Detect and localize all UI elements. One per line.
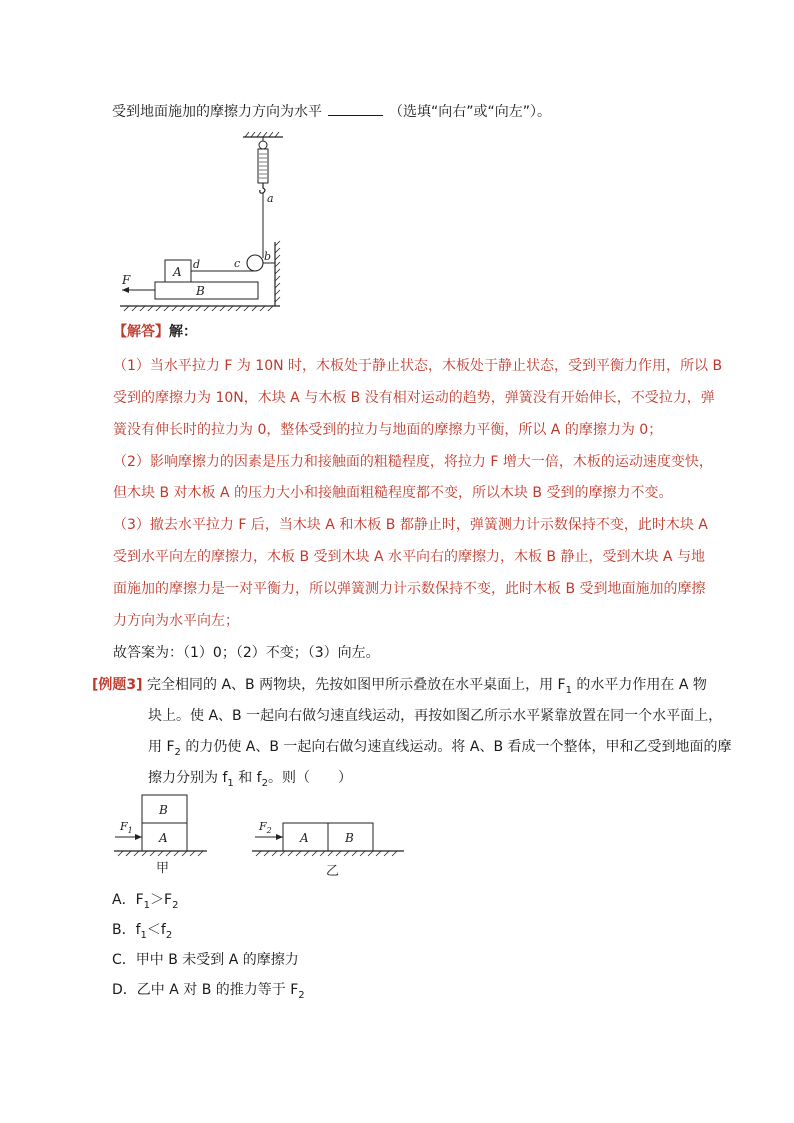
jia-block-A-label: A (159, 831, 168, 845)
ceiling-hatch (245, 132, 279, 137)
option-B[interactable]: B．$f_1<f_2$ (112, 922, 173, 941)
ground-hatch (124, 306, 273, 311)
answer-line: （2）影响摩擦力的因素是压力和接触面的粗糙程度，将拉力 F 增大一倍，木板的运动速度变快， (113, 454, 713, 470)
answer-line: （3）撤去水平拉力 F 后，当木块 A 和木板 B 都静止时，弹簧测力计示数保持不变，此时木块 A (113, 517, 708, 533)
yi-force-label: $F_2$ (259, 820, 272, 835)
figure-yi (250, 815, 410, 880)
example3-tag: [例题3] (92, 677, 143, 693)
example3-line2: 块上。使 A、B 一起向右做匀速直线运动，再按如图乙所示水平紧靠放置在同一个水平面上， (148, 708, 723, 724)
final-answer: 故答案为：（1）0；（2）不变；（3）向左。 (113, 645, 380, 661)
answer-heading-suffix: 解： (169, 324, 197, 340)
jia-caption: 甲 (156, 861, 170, 876)
jia-block-B-label: B (159, 803, 168, 817)
answer-heading-tag: 【解答】 (113, 324, 169, 340)
board-B-label: B (196, 284, 205, 298)
answer-line: 力方向为水平向左； (113, 613, 239, 629)
yi-caption: 乙 (326, 864, 340, 879)
label-b: b (264, 250, 272, 263)
example3-line4: 擦力分别为 $f_1$ 和 $f_2$。则（ ） (148, 770, 352, 789)
scale-hook (260, 183, 265, 193)
force-F-label: F (122, 273, 131, 287)
board-B (155, 282, 258, 299)
option-A[interactable]: A．$F_1>F_2$ (112, 892, 179, 911)
block-A-label: A (173, 265, 182, 279)
wall-hatch (275, 241, 280, 302)
pulley (247, 255, 263, 271)
answer-line: 受到水平向左的摩擦力，木板 B 受到木块 A 水平向右的摩擦力，木板 B 静止，受到木块 A 与地 (113, 549, 705, 565)
answer-line: 面施加的摩擦力是一对平衡力，所以弹簧测力计示数保持不变，此时木板 B 受到地面施加的摩擦 (113, 581, 706, 597)
answer-line: 但木块 B 对木板 A 的压力大小和接触面粗糙程度都不变，所以木块 B 受到的摩擦力不变。 (113, 485, 673, 501)
question-tail-line (112, 101, 551, 122)
label-a: a (267, 192, 274, 205)
figure-spring-pulley (110, 132, 300, 312)
label-d: d (193, 258, 201, 271)
example3-line3: 用 $F_2$ 的力仍使 A、B 一起向右做匀速直线运动。将 A、B 看成一个整体，甲和乙受到地面的摩 (148, 739, 732, 758)
option-D[interactable]: D．乙中 A 对 B 的推力等于 $F_2$ (112, 982, 305, 1001)
yi-block-B-label: B (345, 831, 354, 845)
question-tail-prefix: 受到地面施加的摩擦力方向为水平 (112, 104, 322, 120)
answer-line: 受到的摩擦力为 10N，木块 A 与木板 B 没有相对运动的趋势，弹簧没有开始伸长，不受拉力，弹 (113, 390, 715, 406)
jia-force-label: $F_1$ (120, 820, 133, 835)
answer-line: （1）当水平拉力 F 为 10N 时，木板处于静止状态，木板处于静止状态，受到平衡力作用，所以 B (113, 358, 723, 374)
answer-heading (113, 322, 197, 342)
option-C[interactable]: C．甲中 B 未受到 A 的摩擦力 (112, 952, 299, 968)
answer-line: 簧没有伸长时的拉力为 0，整体受到的拉力与地面的摩擦力平衡，所以 A 的摩擦力为 0； (113, 422, 663, 438)
yi-block-A-label: A (300, 831, 309, 845)
example3-line1: [例题3] 完全相同的 A、B 两物块，先按如图甲所示叠放在水平桌面上，用 $F_1$ 的水平力作用在 A 物 (92, 677, 707, 696)
question-tail-suffix: （选填“向右”或“向左”）。 (389, 104, 552, 120)
figure-jia (112, 792, 212, 882)
label-c: c (234, 257, 241, 270)
scale-ring (259, 141, 267, 149)
answer-blank (328, 101, 383, 116)
